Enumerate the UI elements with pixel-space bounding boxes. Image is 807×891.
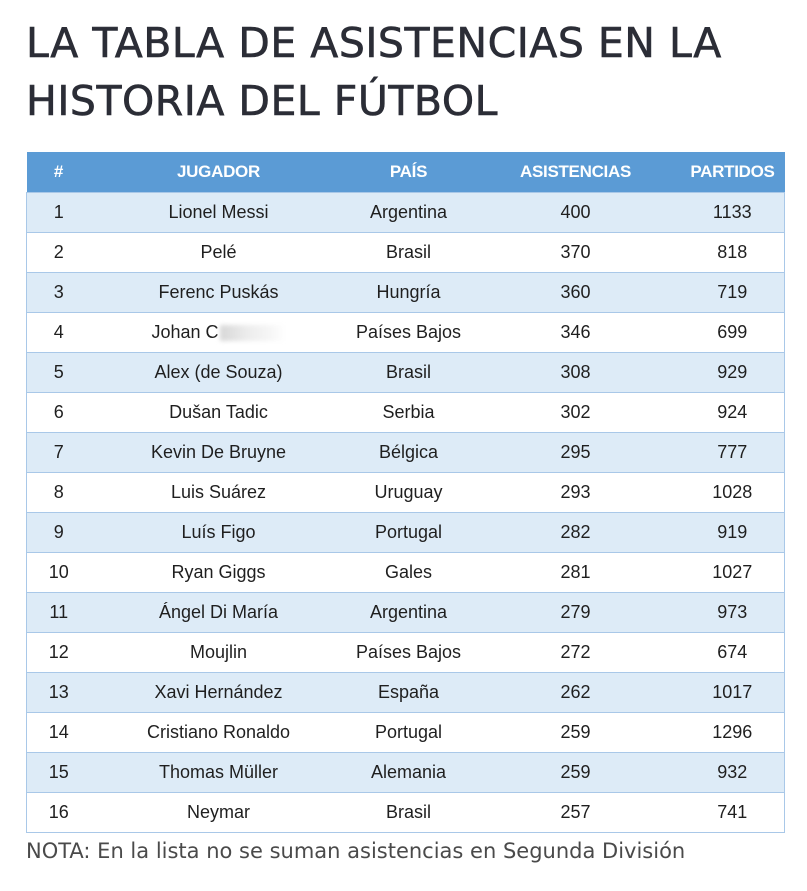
cell-matches: 674 (681, 633, 785, 673)
cell-country: Hungría (347, 273, 471, 313)
cell-assists: 281 (471, 553, 681, 593)
table-row (27, 793, 785, 833)
cell-matches: 932 (681, 753, 785, 793)
cell-country: Países Bajos (347, 313, 471, 353)
cell-country: Bélgica (347, 433, 471, 473)
table-row (27, 713, 785, 753)
cell-assists: 370 (471, 233, 681, 273)
table-row (27, 433, 785, 473)
cell-assists: 308 (471, 353, 681, 393)
cell-assists: 282 (471, 513, 681, 553)
cell-player: Kevin De Bruyne (91, 433, 347, 473)
table-row (27, 673, 785, 713)
table-row (27, 313, 785, 353)
cell-matches: 1296 (681, 713, 785, 753)
cell-country: Uruguay (347, 473, 471, 513)
cell-matches: 1028 (681, 473, 785, 513)
table-row (27, 273, 785, 313)
cell-player: Ángel Di María (91, 593, 347, 633)
cell-matches: 699 (681, 313, 785, 353)
cell-player: Cristiano Ronaldo (91, 713, 347, 753)
cell-rank: 4 (27, 313, 91, 353)
cell-rank: 14 (27, 713, 91, 753)
cell-rank: 5 (27, 353, 91, 393)
cell-matches: 1133 (681, 193, 785, 233)
column-header-rank: # (27, 152, 91, 193)
cell-player: Pelé (91, 233, 347, 273)
table-row (27, 393, 785, 433)
cell-country: Países Bajos (347, 633, 471, 673)
table-row (27, 553, 785, 593)
cell-assists: 293 (471, 473, 681, 513)
cell-matches: 777 (681, 433, 785, 473)
cell-player: Ferenc Puskás (91, 273, 347, 313)
cell-country: Portugal (347, 513, 471, 553)
cell-assists: 259 (471, 753, 681, 793)
cell-matches: 741 (681, 793, 785, 833)
cell-rank: 3 (27, 273, 91, 313)
cell-assists: 302 (471, 393, 681, 433)
cell-matches: 818 (681, 233, 785, 273)
table-row (27, 233, 785, 273)
cell-country: Argentina (347, 193, 471, 233)
cell-player: Lionel Messi (91, 193, 347, 233)
table-row (27, 353, 785, 393)
cell-player: Luís Figo (91, 513, 347, 553)
cell-country: Portugal (347, 713, 471, 753)
table-header-row (27, 152, 785, 193)
cell-rank: 12 (27, 633, 91, 673)
cell-assists: 257 (471, 793, 681, 833)
cell-assists: 400 (471, 193, 681, 233)
cell-country: Alemania (347, 753, 471, 793)
page-title (26, 14, 796, 130)
column-header-matches: PARTIDOS (681, 152, 785, 193)
cell-matches: 1027 (681, 553, 785, 593)
cell-player: Moujlin (91, 633, 347, 673)
cell-country: Brasil (347, 793, 471, 833)
cell-country: Brasil (347, 353, 471, 393)
table-body (27, 193, 785, 833)
cell-rank: 9 (27, 513, 91, 553)
cell-assists: 295 (471, 433, 681, 473)
cell-rank: 16 (27, 793, 91, 833)
cell-assists: 259 (471, 713, 681, 753)
title-line-1: LA TABLA DE ASISTENCIAS EN LA (26, 19, 722, 67)
cell-matches: 924 (681, 393, 785, 433)
cell-rank: 8 (27, 473, 91, 513)
cell-player: Ryan Giggs (91, 553, 347, 593)
cell-rank: 10 (27, 553, 91, 593)
player-name-text: Johan C (151, 322, 219, 342)
footnote: NOTA: En la lista no se suman asistencias en Segunda División (26, 839, 686, 863)
cell-player: Dušan Tadic (91, 393, 347, 433)
cell-country: Serbia (347, 393, 471, 433)
assists-table (26, 152, 785, 833)
cell-player (91, 313, 347, 353)
cell-player: Thomas Müller (91, 753, 347, 793)
assists-table-container (26, 152, 784, 833)
cell-player: Neymar (91, 793, 347, 833)
column-header-assists: ASISTENCIAS (471, 152, 681, 193)
cell-assists: 346 (471, 313, 681, 353)
table-row (27, 753, 785, 793)
cell-rank: 1 (27, 193, 91, 233)
column-header-player: JUGADOR (91, 152, 347, 193)
cell-country: Argentina (347, 593, 471, 633)
table-row (27, 513, 785, 553)
redaction-blur (220, 325, 286, 341)
cell-rank: 15 (27, 753, 91, 793)
table-row (27, 593, 785, 633)
column-header-country: PAÍS (347, 152, 471, 193)
cell-matches: 719 (681, 273, 785, 313)
cell-assists: 360 (471, 273, 681, 313)
cell-country: Brasil (347, 233, 471, 273)
cell-matches: 919 (681, 513, 785, 553)
cell-country: España (347, 673, 471, 713)
cell-rank: 7 (27, 433, 91, 473)
table-row (27, 473, 785, 513)
cell-assists: 279 (471, 593, 681, 633)
cell-rank: 11 (27, 593, 91, 633)
cell-rank: 2 (27, 233, 91, 273)
table-row (27, 193, 785, 233)
title-line-2: HISTORIA DEL FÚTBOL (26, 77, 498, 125)
cell-player: Xavi Hernández (91, 673, 347, 713)
cell-rank: 13 (27, 673, 91, 713)
cell-assists: 272 (471, 633, 681, 673)
cell-matches: 929 (681, 353, 785, 393)
cell-player: Luis Suárez (91, 473, 347, 513)
cell-country: Gales (347, 553, 471, 593)
cell-matches: 1017 (681, 673, 785, 713)
cell-matches: 973 (681, 593, 785, 633)
table-row (27, 633, 785, 673)
cell-player: Alex (de Souza) (91, 353, 347, 393)
cell-rank: 6 (27, 393, 91, 433)
cell-assists: 262 (471, 673, 681, 713)
